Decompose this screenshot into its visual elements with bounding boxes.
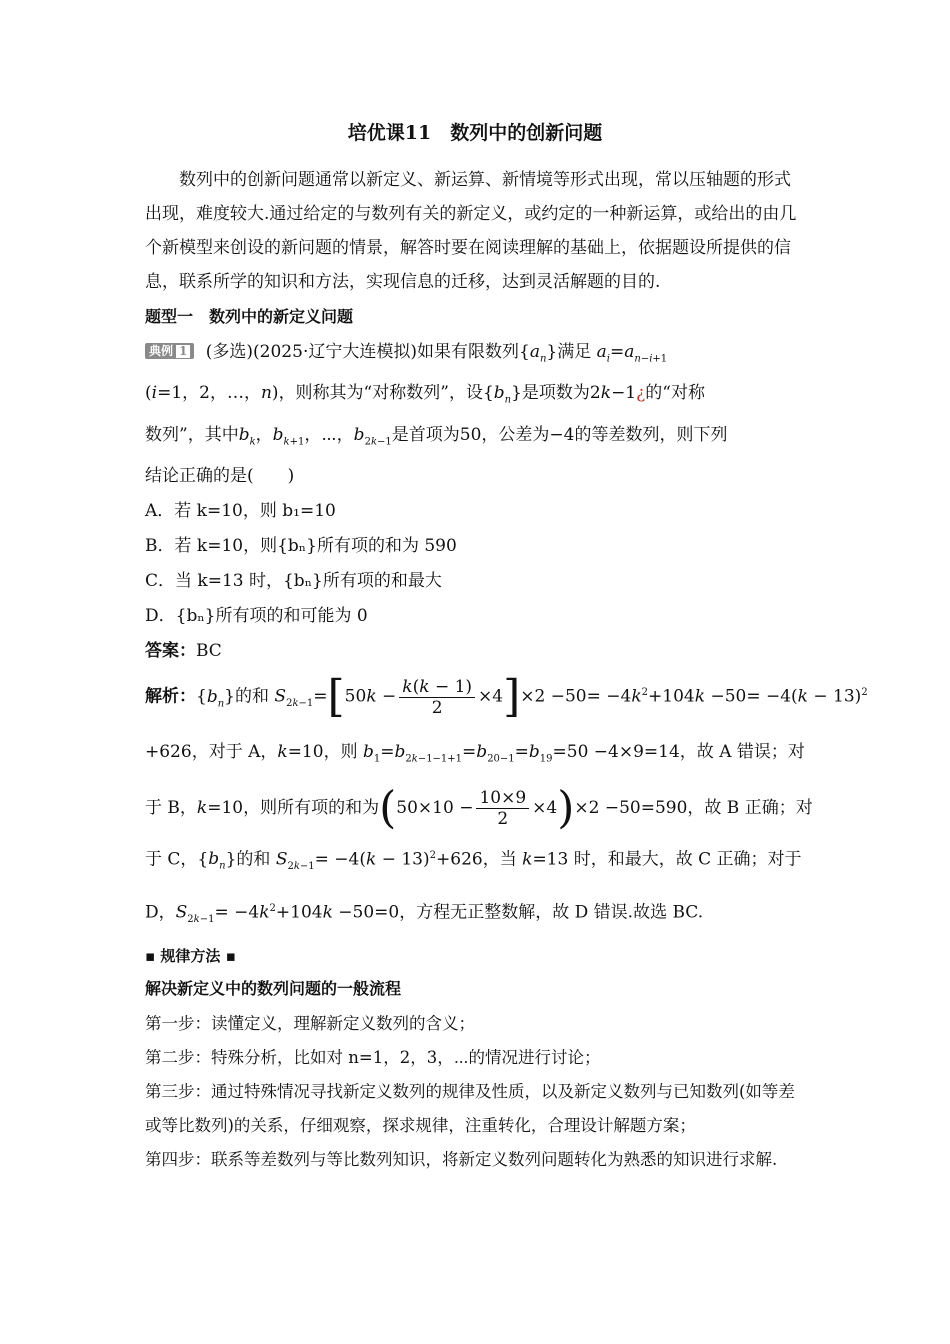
answer-line: 答案：BC [145,641,222,662]
method-step-3: 第三步：通过特殊情况寻找新定义数列的规律及性质，以及新定义数列与已知数列(如等差或等比数列)的关系，仔细观察，探求规律，注重转化，合理设计解题方案； [145,1081,795,1135]
document-page [145,118,868,1177]
example-source: (多选)(2025·辽宁大连模拟) [205,342,417,362]
intro-paragraph: 数列中的创新问题通常以新定义、新运算、新情境等形式出现，常以压轴题的形式出现，难度较大.通过给定的与数列有关的新定义，或约定的一种新运算，或给出的由几个新模型来创设的新问题的情景，解答时要在阅读理解的基础上，依据题设所提供的信息，联系所学的知识和方法，实现信息的迁移，达到灵活解题的目的. [145,170,797,292]
solution-line-1: 解析：$\{b_n\}$的和 $S_{2k-1}=[50k$ − $\frac{k(k - 1)}{2}$ $\times 4]\times 2 -50= -4k^2+104k -50= -4(k - 13)^2$ [145,671,868,723]
solution-line-4: 于 C，$\{b_n\}$的和 $S_{2k-1}= -4(k - 13)^2+626$，当 k=13 时，和最大，故 C 正确；对于 [145,849,802,872]
example-badge: 典例 1 [145,343,194,359]
answer-value: BC [196,641,222,662]
method-heading: 解决新定义中的数列问题的一般流程 [145,978,402,998]
method-tag: ▪ 规律方法 ▪ [145,946,236,965]
method-step-2: 第二步：特殊分析，比如对 n=1，2，3，⋯的情况进行讨论； [145,1047,601,1067]
option-b: B．若 k=10，则{bₙ}所有项的和为 590 [145,536,457,557]
example-stem-line-3: 数列”，其中$b_k$，$b_{k+1}$，⋯，$b_{2k-1}$是首项为50，公差为−4的等差数列，则下列 [145,424,728,448]
page-title: 培优课11 数列中的创新问题 [347,122,603,144]
option-a: A．若 k=10，则 b₁=10 [145,501,336,522]
example-stem-line-4: 结论正确的是( ) [145,466,295,487]
solution-line-5: D，$S_{2k-1}= -4k^2+104k -50=0$，方程无正整数解，故 D 错误.故选 BC. [145,902,704,925]
solution-line-2: +626，对于 A，k=10，则 $b_1=b_{2k-1-1+1}=b_{20-1}=b_{19}=50 -4\times 9=14$，故 A 错误；对 [145,742,805,765]
method-step-1: 第一步：读懂定义，理解新定义数列的含义； [145,1013,475,1033]
solution-line-3: 于 B，k=10，则所有项的和为(50×10 − $\frac{10\times 9}{2}$ ×4)×2 −50=590，故 B 正确；对 [145,782,813,834]
method-step-4: 第四步：联系等差数列与等比数列知识，将新定义数列问题转化为熟悉的知识进行求解. [145,1149,778,1169]
example-stem-line-2: (i=1，2，…，n)，则称其为“对称数列”，设$\{b_n\}$是项数为2k−1¿的“对称 [145,383,705,406]
option-c: C．当 k=13 时，{bₙ}所有项的和最大 [145,571,442,592]
option-d: D．{bₙ}所有项的和可能为 0 [145,606,368,627]
example-stem-line-1: 典例 1 (多选)(2025·辽宁大连模拟)如果有限数列$\{a_n\}$满足 $a_i=a_{n-i+1}$ [145,335,805,376]
section-heading: 题型一 数列中的新定义问题 [145,307,354,326]
